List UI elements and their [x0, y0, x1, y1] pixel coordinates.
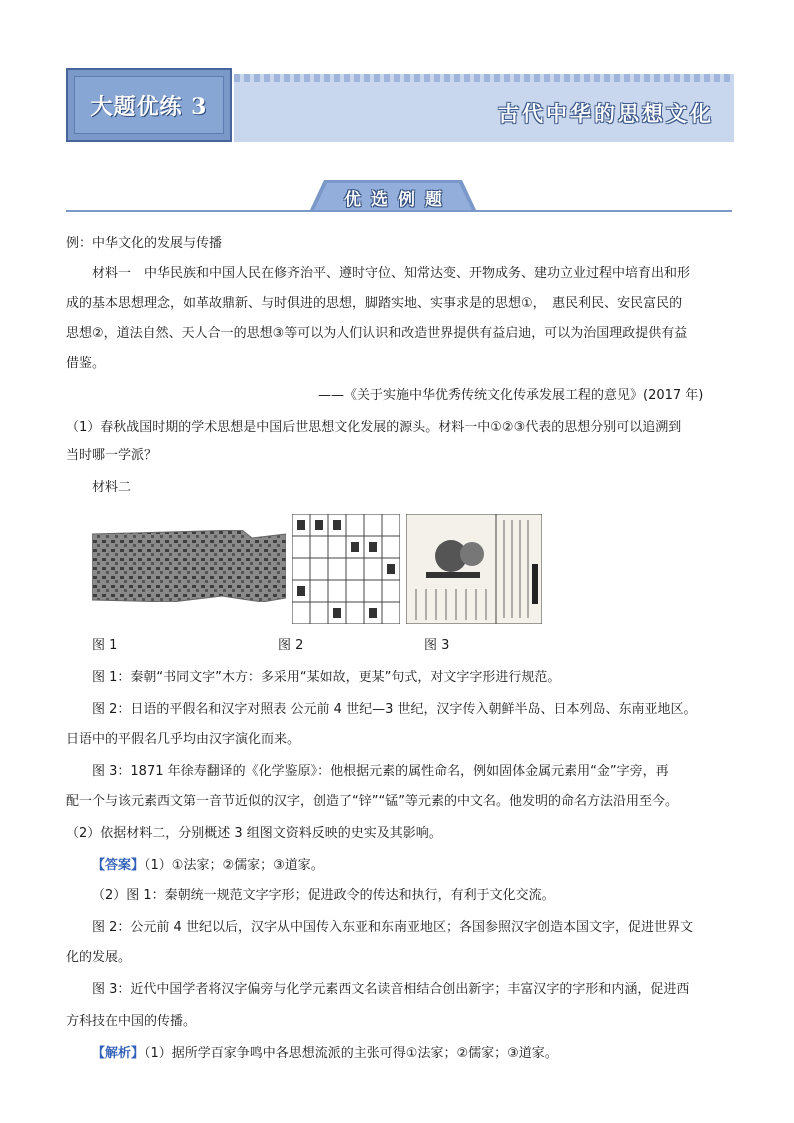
answer-line: 图 2：公元前 4 世纪以后，汉字从中国传入东亚和东南亚地区；各国参照汉字创造本国文字，促进世界文 — [92, 920, 693, 935]
material1-line: 借鉴。 — [66, 356, 106, 371]
analysis-tag: 【解析】 — [92, 1046, 145, 1061]
answer-line: 方科技在中国的传播。 — [66, 1014, 197, 1029]
header-banner — [66, 68, 734, 142]
figure1-wooden-tablet — [92, 530, 286, 602]
answer-line: 化的发展。 — [66, 950, 132, 965]
example-title: 例：中华文化的发展与传播 — [66, 236, 223, 251]
figure1-label: 图 1 — [92, 638, 118, 653]
caption-line: 日语中的平假名几乎均由汉字演化而来。 — [66, 732, 301, 747]
banner-title-box — [234, 74, 734, 142]
caption-line: 配一个与该元素西文第一音节近似的汉字，创造了“锌”“锰”等元素的中文名。他发明的命名方法沿用至今。 — [66, 794, 678, 809]
caption-line: 图 2：日语的平假名和汉字对照表 公元前 4 世纪—3 世纪，汉字传入朝鲜半岛、日本列岛、东南亚地区。 — [92, 702, 697, 717]
banner-label-box — [66, 68, 232, 142]
caption-line: 图 3：1871 年徐寿翻译的《化学鉴原》：他根据元素的属性命名，例如固体金属元素用“金”字旁，再 — [92, 764, 669, 779]
material1-source: ——《关于实施中华优秀传统文化传承发展工程的意见》(2017 年) — [318, 388, 704, 403]
answer-text: （1）①法家；②儒家；③道家。 — [144, 858, 324, 873]
figure3-book-page — [406, 514, 542, 624]
material2-label: 材料二 — [92, 480, 132, 495]
answer-line: 图 3：近代中国学者将汉字偏旁与化学元素西文名读音相结合创出新字；丰富汉字的字形和内涵，促进西 — [92, 982, 690, 997]
section-rule — [66, 210, 732, 212]
material1-line: 思想②，道法自然、天人合一的思想③等可以为人们认识和改造世界提供有益启迪，可以为治国理政提供有益 — [66, 326, 688, 341]
figure2-kana-table — [292, 514, 400, 624]
analysis-text: （1）据所学百家争鸣中各思想流派的主张可得①法家；②儒家；③道家。 — [144, 1046, 558, 1061]
question1-line: 当时哪一学派？ — [66, 448, 158, 463]
section-tab — [310, 180, 476, 210]
figure2-label: 图 2 — [278, 638, 304, 653]
question1-line: （1）春秋战国时期的学术思想是中国后世思想文化发展的源头。材料一中①②③代表的思想分别可以追溯到 — [66, 420, 682, 435]
material1-line: 成的基本思想理念，如革故鼎新、与时俱进的思想，脚踏实地、实事求是的思想①， 惠民利民、安民富民的 — [66, 296, 683, 311]
material1-line: 材料一 中华民族和中国人民在修齐治平、遵时守位、知常达变、开物成务、建功立业过程中培育出和形 — [92, 266, 691, 281]
banner-label: 大题优练 3 — [90, 94, 208, 120]
answer-line: （2）图 1：秦朝统一规范文字字形；促进政令的传达和执行，有利于文化交流。 — [92, 888, 555, 903]
question2: （2）依据材料二，分别概述 3 组图文资料反映的史实及其影响。 — [66, 826, 442, 841]
page-title: 古代中华的思想文化 — [498, 101, 714, 126]
analysis-line — [92, 1044, 558, 1064]
figure3-label: 图 3 — [424, 638, 450, 653]
caption-line: 图 1：秦朝“书同文字”木方：多采用“某如故，更某”句式，对文字字形进行规范。 — [92, 670, 561, 685]
answer-first-line — [92, 856, 324, 876]
section-tab-label: 优选例题 — [344, 190, 452, 210]
answer-tag: 【答案】 — [92, 858, 145, 873]
